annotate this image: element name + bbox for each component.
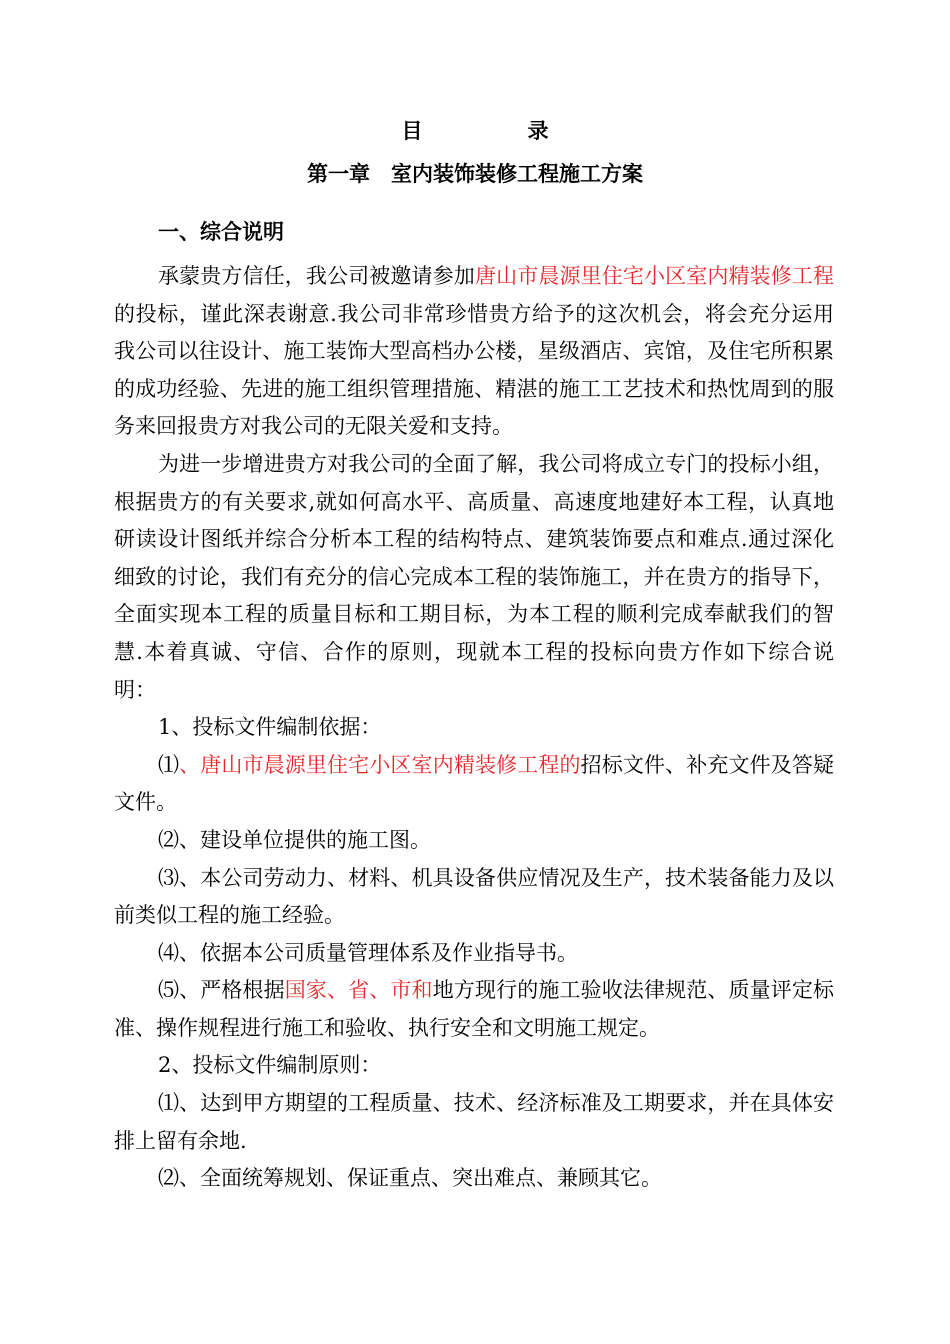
- body-text: [114, 258, 834, 1198]
- section-title: 一、综合说明: [158, 220, 284, 244]
- principle-item-1: ⑴、达到甲方期望的工程质量、技术、经济标准及工期要求，并在具体安排上留有余地.: [114, 1091, 834, 1153]
- intro-text-b: 的投标，谨此深表谢意.我公司非常珍惜贵方给予的这次机会，将会充分运用我公司以往设计、施工装饰大型高档办公楼，星级酒店、宾馆，及住宅所积累的成功经验、先进的施工组织管理措施、精湛的施工工艺技术和热忱周到的服务来回报贵方对我公司的无限关爱和支持。: [114, 301, 834, 439]
- paragraph-overview: 为进一步增进贵方对我公司的全面了解，我公司将成立专门的投标小组，根据贵方的有关要求,就如何高水平、高质量、高速度地建好本工程，认真地研读设计图纸并综合分析本工程的结构特点、建筑装饰要点和难点.通过深化细致的讨论，我们有充分的信心完成本工程的装饰施工，并在贵方的指导下，全面实现本工程的质量目标和工期目标，为本工程的顺利完成奉献我们的智慧.本着真诚、守信、合作的原则，现就本工程的投标向贵方作如下综合说明：: [114, 451, 834, 702]
- basis-heading: 1、投标文件编制依据：: [158, 715, 382, 740]
- basis-item-5-highlight: 国家、省、市和: [284, 978, 433, 1003]
- basis-item-4: ⑷、依据本公司质量管理体系及作业指导书。: [158, 940, 578, 965]
- basis-item-5-b: 地方现行的施工验收法律规范、质量评定标准、操作规程进行施工和验收、执行安全和文明施工规定。: [114, 978, 835, 1040]
- basis-item-3: ⑶、本公司劳动力、材料、机具设备供应情况及生产，技术装备能力及以前类似工程的施工经验。: [114, 865, 834, 928]
- basis-item-1-highlight: 、唐山市晨源里住宅小区室内精装修工程的: [179, 752, 581, 777]
- project-name-highlight: 唐山市晨源里住宅小区室内精装修工程: [474, 264, 835, 288]
- intro-text-a: 承蒙贵方信任，我公司被邀请参加: [158, 264, 475, 288]
- basis-item-1: [114, 747, 834, 822]
- basis-item-5-a: ⑸、严格根据: [158, 978, 285, 1003]
- toc-title: 目 录: [401, 119, 591, 143]
- basis-item-1-rest: 招标文件、补充文件及答疑文件。: [114, 752, 835, 815]
- principle-heading: 2、投标文件编制原则：: [158, 1053, 382, 1078]
- principle-item-2: ⑵、全面统筹规划、保证重点、突出难点、兼顾其它。: [158, 1166, 662, 1191]
- basis-item-2: ⑵、建设单位提供的施工图。: [158, 827, 431, 852]
- paragraph-intro: [114, 258, 834, 446]
- basis-item-1-num: ⑴: [158, 752, 180, 777]
- chapter-title: 第一章 室内装饰装修工程施工方案: [307, 162, 643, 186]
- basis-item-5: [114, 972, 834, 1047]
